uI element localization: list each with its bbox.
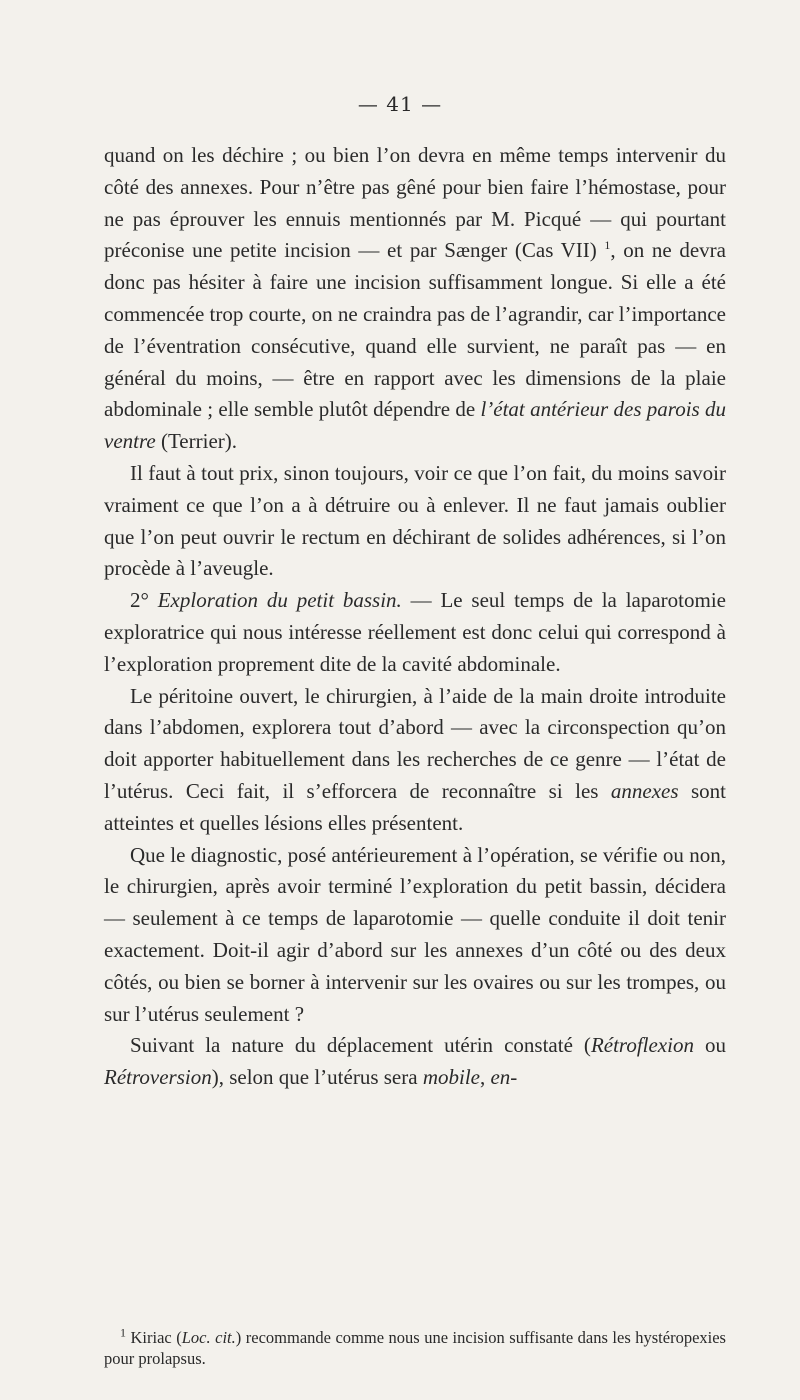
footnote-marker: 1 xyxy=(120,1325,126,1340)
body-text xyxy=(104,140,726,1094)
text-run: ), selon que l’utérus sera xyxy=(211,1065,423,1090)
paragraph xyxy=(104,1030,726,1094)
text-run: ) recommande comme nous une incision suffisante dans les hystéropexies pour prolapsus. xyxy=(104,1328,726,1368)
text-run: Suivant la nature du déplacement utérin constaté ( xyxy=(130,1033,591,1058)
text-run: Le péritoine ouvert, le chirurgien, à l’aide de la main droite introduite dans l’abdomen, explorera tout d’abord — avec la circonspection qu’on doit apporter habituellement dans les recherches de ce genre — l’état de l’utérus. Ceci fait, il s’efforcera de reconnaître si les xyxy=(104,683,726,803)
italic-text: Exploration du petit bassin. xyxy=(157,588,402,613)
text-run: (Terrier). xyxy=(155,429,238,454)
italic-text: mobile xyxy=(422,1065,480,1090)
text-run: — Le seul temps de la laparotomie exploratrice qui nous intéresse réellement est donc celui qui correspond à l’exploration proprement dite de la cavité abdominale. xyxy=(104,588,726,676)
footnote xyxy=(104,1327,726,1369)
italic-text: en- xyxy=(490,1065,518,1090)
text-run: 2° xyxy=(130,588,158,613)
footnote-marker: 1 xyxy=(604,238,611,253)
text-run: , on ne devra donc pas hésiter à faire une incision suffisamment longue. Si elle a été commencée trop courte, on ne craindra pas de l’agrandir, car l’importance de l’éventration consécutive, quand elle survient, ne paraît pas — en général du moins, — être en rapport avec les dimensions de la plaie abdominale ; elle semble plutôt dépendre de xyxy=(104,238,726,422)
italic-text: l’état antérieur des parois du ventre xyxy=(104,397,727,454)
text-run: quand on les déchire ; ou bien l’on devra en même temps intervenir du côté des annexes. Pour n’être pas gêné pour bien faire l’hémostase, pour ne pas éprouver les ennuis mentionnés par M. Picqué — qui pourtant préconise une petite incision — et par Sænger (Cas VII) xyxy=(104,143,726,263)
paragraph xyxy=(104,681,726,840)
paragraph xyxy=(104,585,726,680)
text-run: , xyxy=(479,1065,491,1090)
paragraph xyxy=(104,840,726,1031)
text-run: Il faut à tout prix, sinon toujours, voir ce que l’on fait, du moins savoir vraiment ce que l’on a à détruire ou à enlever. Il ne faut jamais oublier que l’on peut ouvrir le rectum en déchirant de solides adhérences, si l’on procède à l’aveugle. xyxy=(104,460,726,581)
page-number: — 41 — xyxy=(357,92,443,116)
text-run: Que le diagnostic, posé antérieurement à l’opération, se vérifie ou non, le chirurgien, après avoir terminé l’exploration du petit bassin, décidera — seulement à ce temps de laparotomie — quelle conduite il doit tenir exactement. Doit-il agir d’abord sur les annexes d’un côté ou des deux côtés, ou bien se borner à intervenir sur les ovaires ou sur les trompes, ou sur l’utérus seulement ? xyxy=(104,842,726,1026)
italic-text: annexes xyxy=(610,778,679,803)
italic-text: Rétroversion xyxy=(104,1065,212,1090)
text-run: ou xyxy=(693,1033,727,1058)
italic-text: Rétroflexion xyxy=(590,1033,694,1058)
italic-text: Loc. cit. xyxy=(181,1328,236,1347)
text-run: sont atteintes et quelles lésions elles présentent. xyxy=(104,778,726,835)
paragraph xyxy=(104,140,726,458)
paragraph xyxy=(104,458,726,585)
text-run: Kiriac ( xyxy=(126,1328,182,1347)
